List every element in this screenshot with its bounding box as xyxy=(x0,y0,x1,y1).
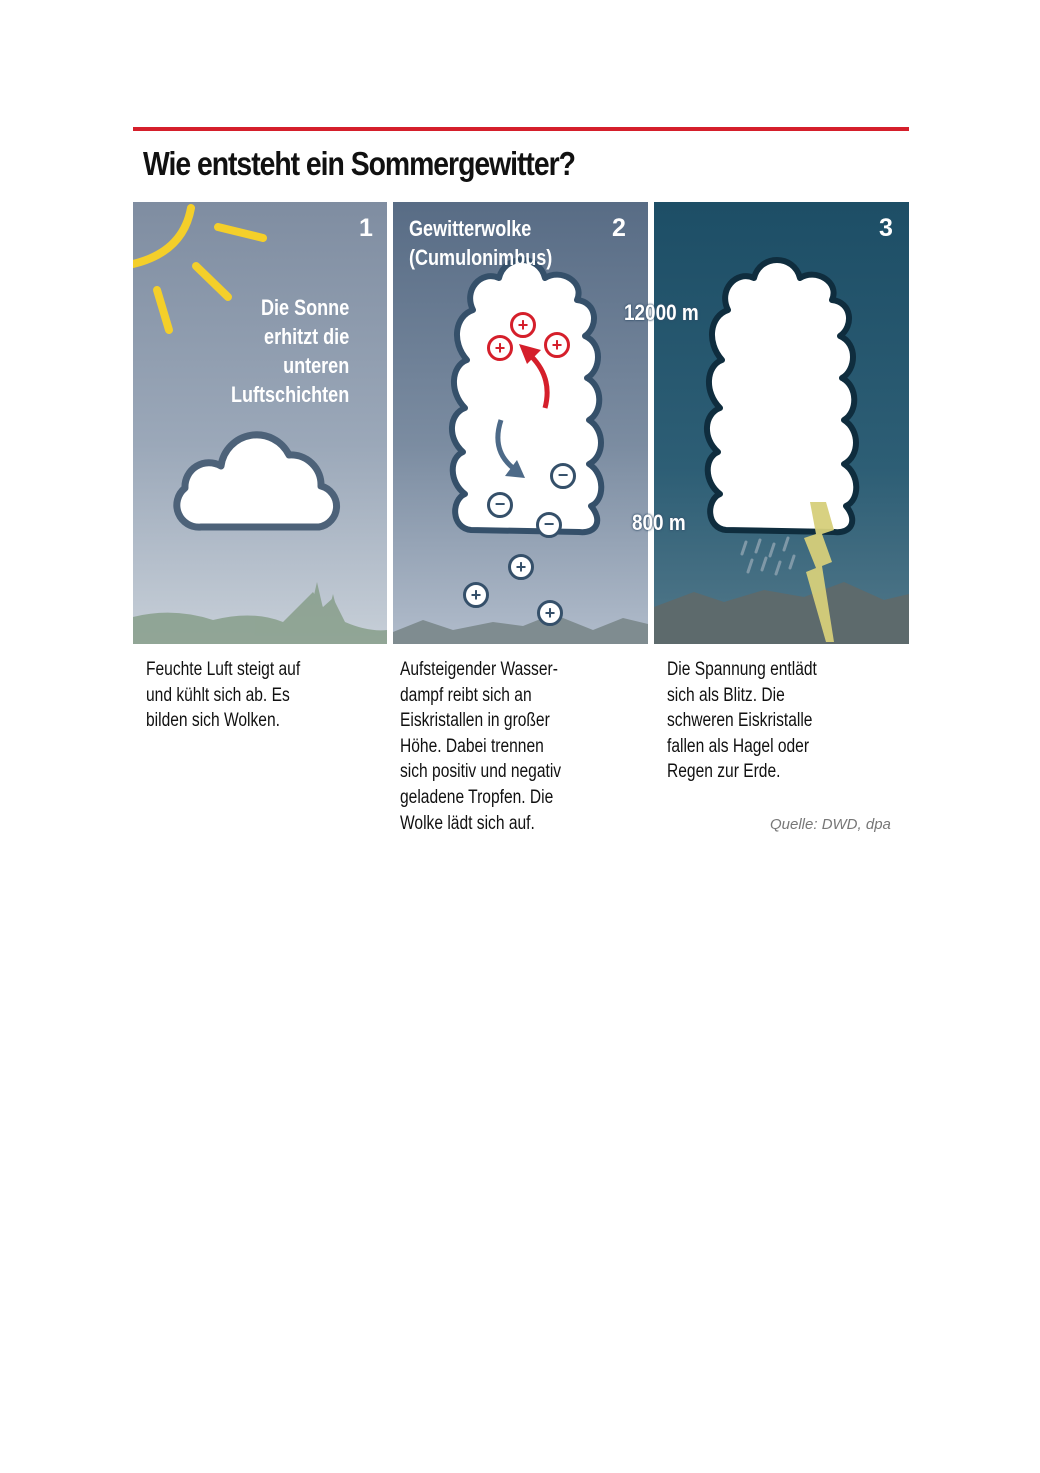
cloud-icon xyxy=(177,435,337,527)
caption-3: Die Spannung entlädt sich als Blitz. Die schweren Eiskristalle fallen als Hagel oder Regen zur Erde. xyxy=(667,659,817,783)
charge-negative: − xyxy=(536,512,562,538)
altitude-bottom-label: 800 m xyxy=(632,510,686,535)
panel-1-illustration xyxy=(133,202,387,644)
mountains-icon xyxy=(393,614,648,644)
charge-positive: + xyxy=(544,332,570,358)
source-note: Quelle: DWD, dpa xyxy=(770,816,891,833)
cumulonimbus-icon xyxy=(452,260,601,532)
step-number-1: 1 xyxy=(359,214,373,242)
cumulonimbus-label: Gewitterwolke (Cumulonimbus) xyxy=(409,216,553,270)
page-title: Wie entsteht ein Sommergewitter? xyxy=(143,145,575,182)
panel-2 xyxy=(393,202,648,644)
rain-icon xyxy=(742,538,794,574)
charge-positive: + xyxy=(537,600,563,626)
altitude-top-label: 12000 m xyxy=(624,300,699,325)
step-number-2: 2 xyxy=(612,214,626,242)
mountains-icon xyxy=(654,582,909,644)
sun-label: Die Sonne erhitzt die unteren Luftschichten xyxy=(230,295,349,407)
panel-3 xyxy=(654,202,909,644)
charge-positive: + xyxy=(508,554,534,580)
charge-positive: + xyxy=(463,582,489,608)
panel-3-illustration xyxy=(654,202,909,644)
caption-1: Feuchte Luft steigt auf und kühlt sich ab. Es bilden sich Wolken. xyxy=(146,659,301,732)
title-rule xyxy=(133,127,909,131)
charge-negative: − xyxy=(487,492,513,518)
panel-1 xyxy=(133,202,387,644)
charge-positive: + xyxy=(487,335,513,361)
trees-icon xyxy=(133,582,387,644)
caption-2: Aufsteigender Wasser- dampf reibt sich an Eiskristallen in großer Höhe. Dabei trennen sich positiv und negativ geladene Tropfen. Die Wolke lädt sich auf. xyxy=(400,659,562,834)
cumulonimbus-icon xyxy=(707,260,856,532)
charge-positive: + xyxy=(510,312,536,338)
step-number-3: 3 xyxy=(879,214,893,242)
charge-negative: − xyxy=(550,463,576,489)
